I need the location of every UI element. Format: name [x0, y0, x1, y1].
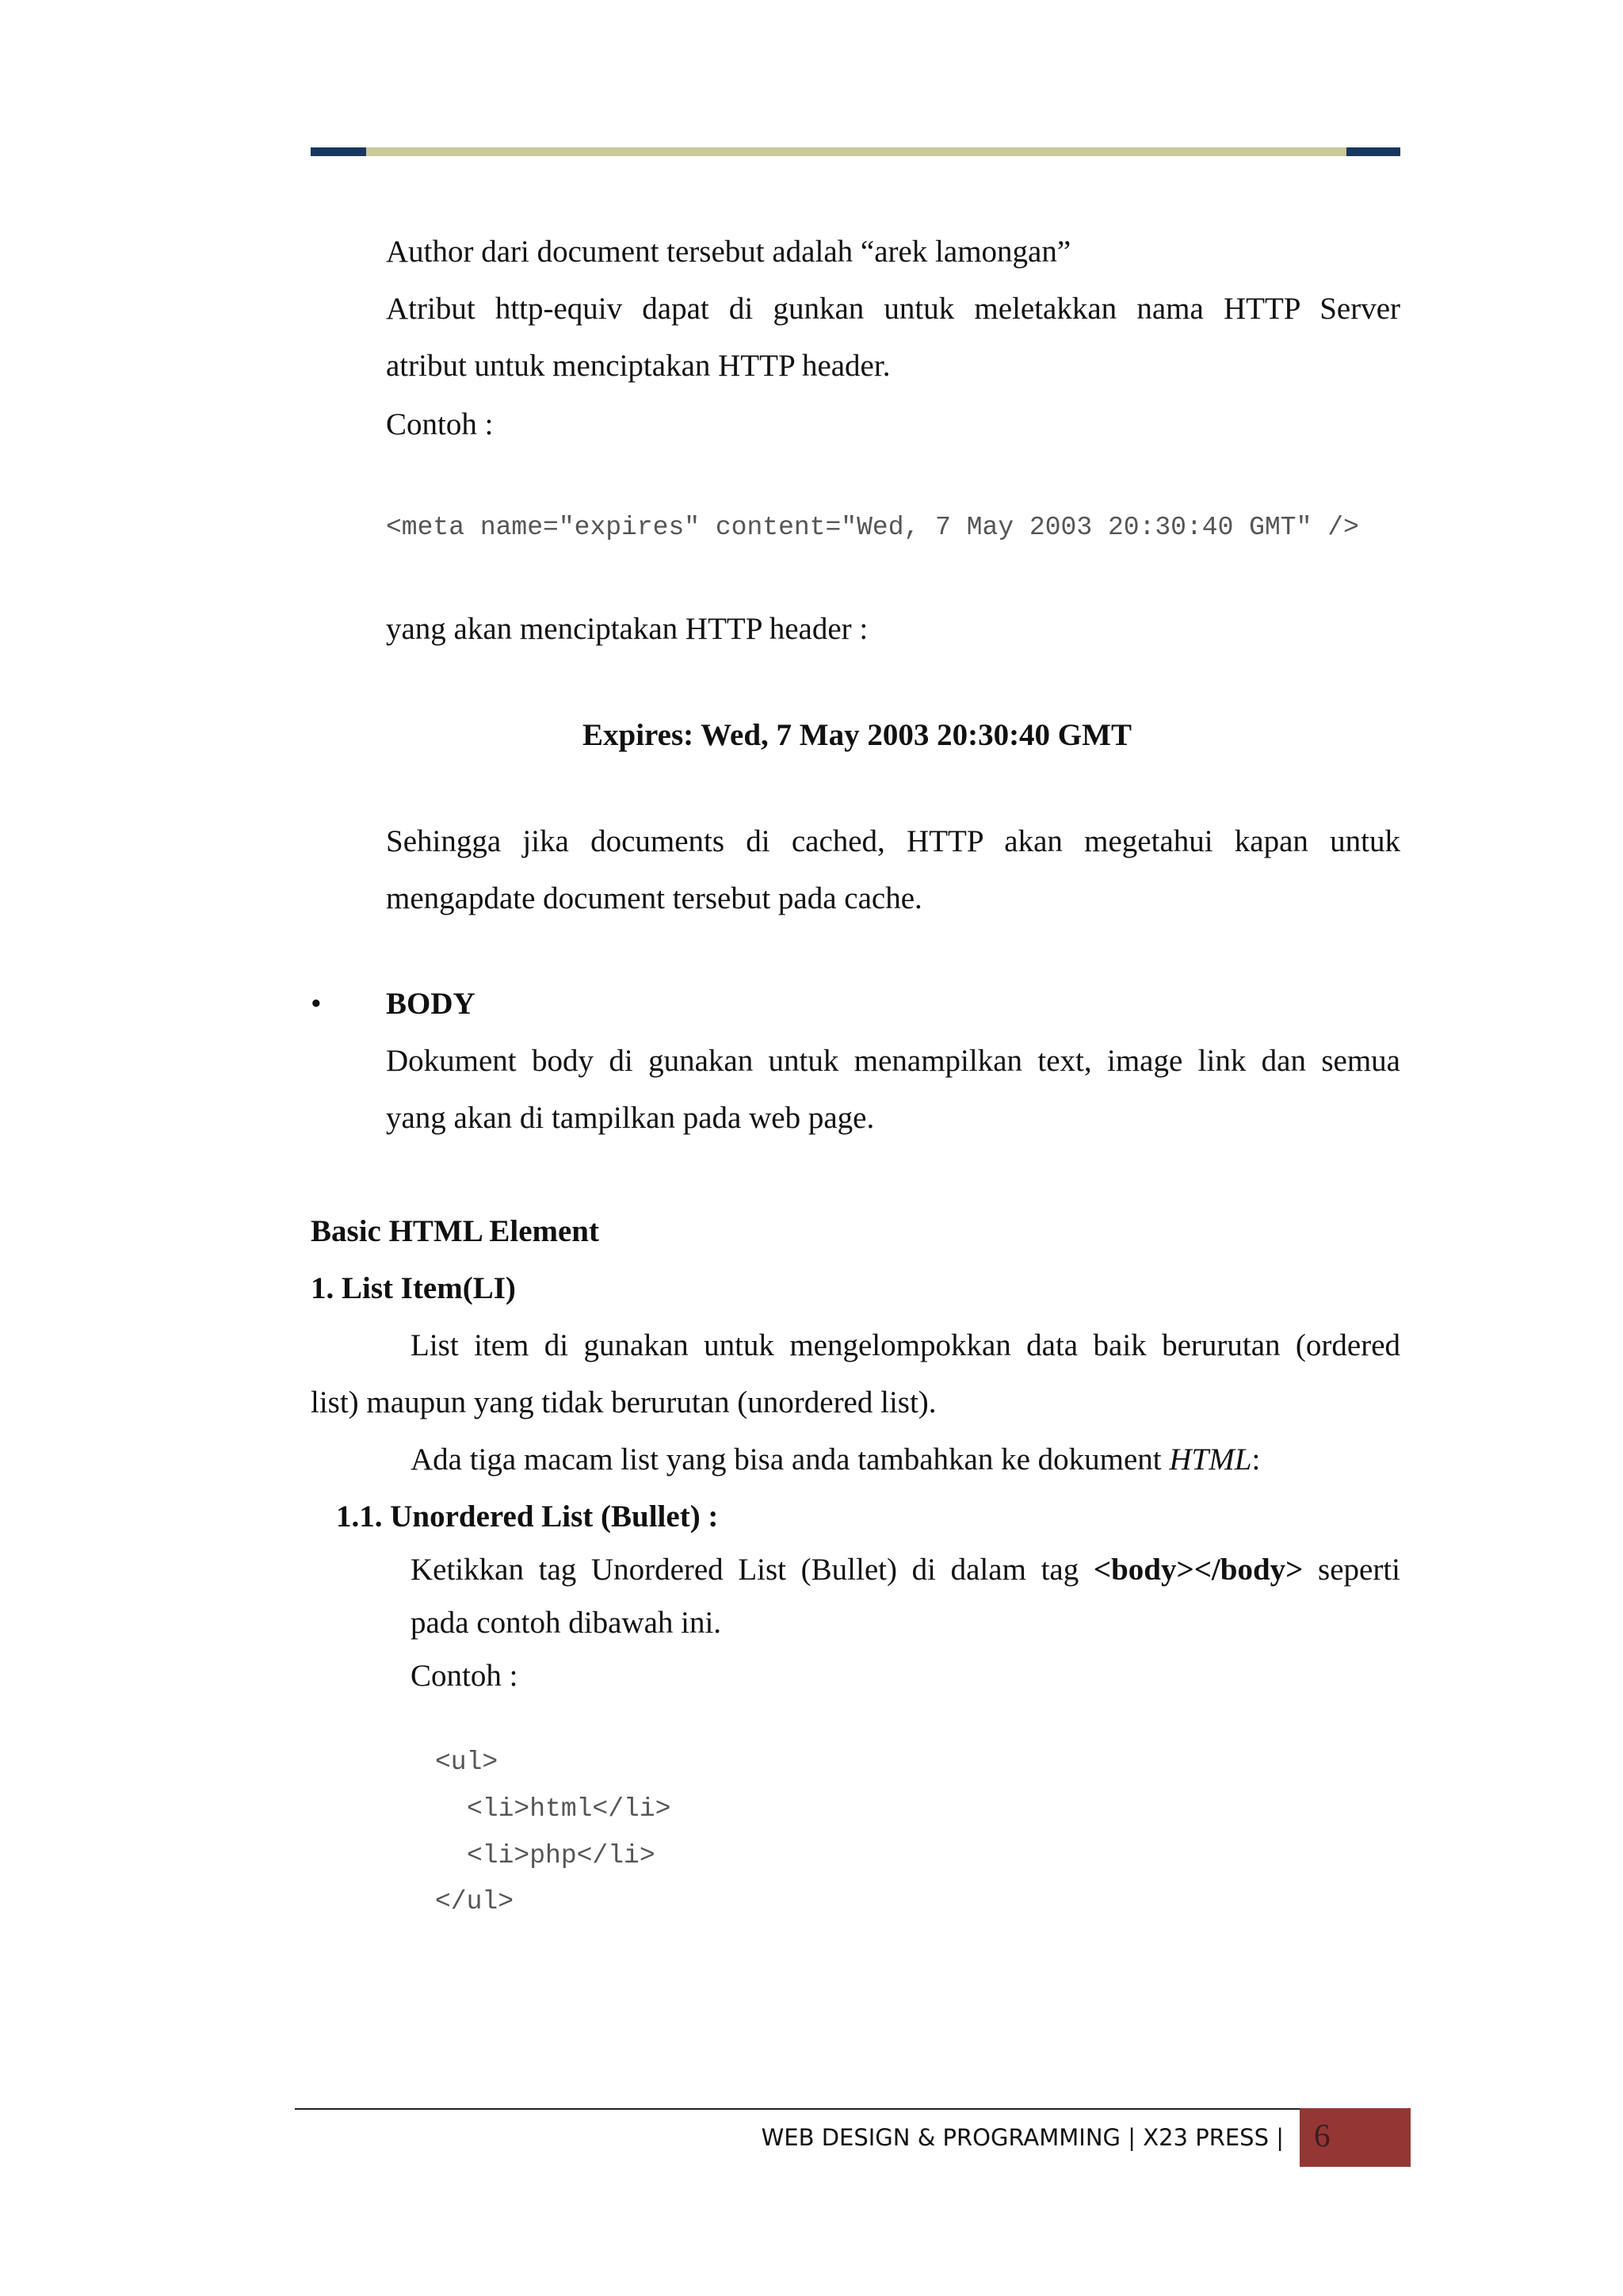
list-item-line-1: List item di gunakan untuk mengelompokkan data baik berurutan (ordered: [411, 1328, 1400, 1362]
contoh-label-2: Contoh :: [411, 1659, 518, 1693]
unordered-list-heading: 1.1. Unordered List (Bullet) :: [336, 1499, 719, 1534]
list-item-line-2: list) maupun yang tidak berurutan (unordered list).: [311, 1385, 937, 1419]
code-ul-line: </ul>: [435, 1887, 514, 1916]
body-line-1: Dokument body di gunakan untuk menampilkan text, image link dan semua: [386, 1044, 1400, 1078]
ada-tiga-line: [411, 1442, 1260, 1477]
bullet-icon: •: [311, 987, 322, 1021]
ada-tiga-html-italic: HTML: [1169, 1442, 1252, 1477]
sehingga-line-2: mengapdate document tersebut pada cache.: [386, 881, 922, 915]
atribut-line-2: atribut untuk menciptakan HTTP header.: [386, 349, 891, 383]
ada-tiga-colon: :: [1251, 1442, 1261, 1477]
code-ul-line: <li>php</li>: [467, 1841, 655, 1870]
page-number: 6: [1314, 2117, 1331, 2153]
ketikkan-suffix: seperti: [1303, 1553, 1400, 1587]
contoh-label: Contoh :: [386, 407, 494, 441]
code-meta-line: <meta name="expires" content="Wed, 7 May 2003 20:30:40 GMT" />: [386, 513, 1359, 542]
code-ul-line: <ul>: [435, 1748, 498, 1777]
ketikkan-line-2: pada contoh dibawah ini.: [411, 1606, 722, 1640]
body-line-2: yang akan di tampilkan pada web page.: [386, 1101, 875, 1135]
atribut-line-1: Atribut http-equiv dapat di gunkan untuk meletakkan nama HTTP Server: [386, 292, 1400, 326]
header-rule-right-accent: [1346, 147, 1400, 156]
ketikkan-line-1: [411, 1553, 1400, 1587]
ketikkan-text: Ketikkan tag Unordered List (Bullet) di dalam tag: [411, 1553, 1094, 1587]
ada-tiga-text: Ada tiga macam list yang bisa anda tambahkan ke dokument: [411, 1442, 1170, 1477]
ketikkan-body-tag: <body></body>: [1093, 1553, 1304, 1587]
yang-akan-line: yang akan menciptakan HTTP header :: [386, 612, 869, 646]
list-item-heading: 1. List Item(LI): [311, 1271, 516, 1305]
header-rule-left-accent: [311, 147, 366, 156]
sehingga-line-1: Sehingga jika documents di cached, HTTP akan megetahui kapan untuk: [386, 824, 1400, 858]
footer-rule: [295, 2108, 1411, 2110]
author-line: Author dari document tersebut adalah “arek lamongan”: [386, 235, 1071, 269]
code-ul-line: <li>html</li>: [467, 1794, 671, 1824]
basic-html-heading: Basic HTML Element: [311, 1214, 599, 1248]
header-rule-middle: [366, 147, 1346, 156]
expires-header: Expires: Wed, 7 May 2003 20:30:40 GMT: [582, 718, 1132, 752]
body-heading: BODY: [386, 987, 475, 1021]
footer-text: WEB DESIGN & PROGRAMMING | X23 PRESS |: [761, 2124, 1284, 2151]
